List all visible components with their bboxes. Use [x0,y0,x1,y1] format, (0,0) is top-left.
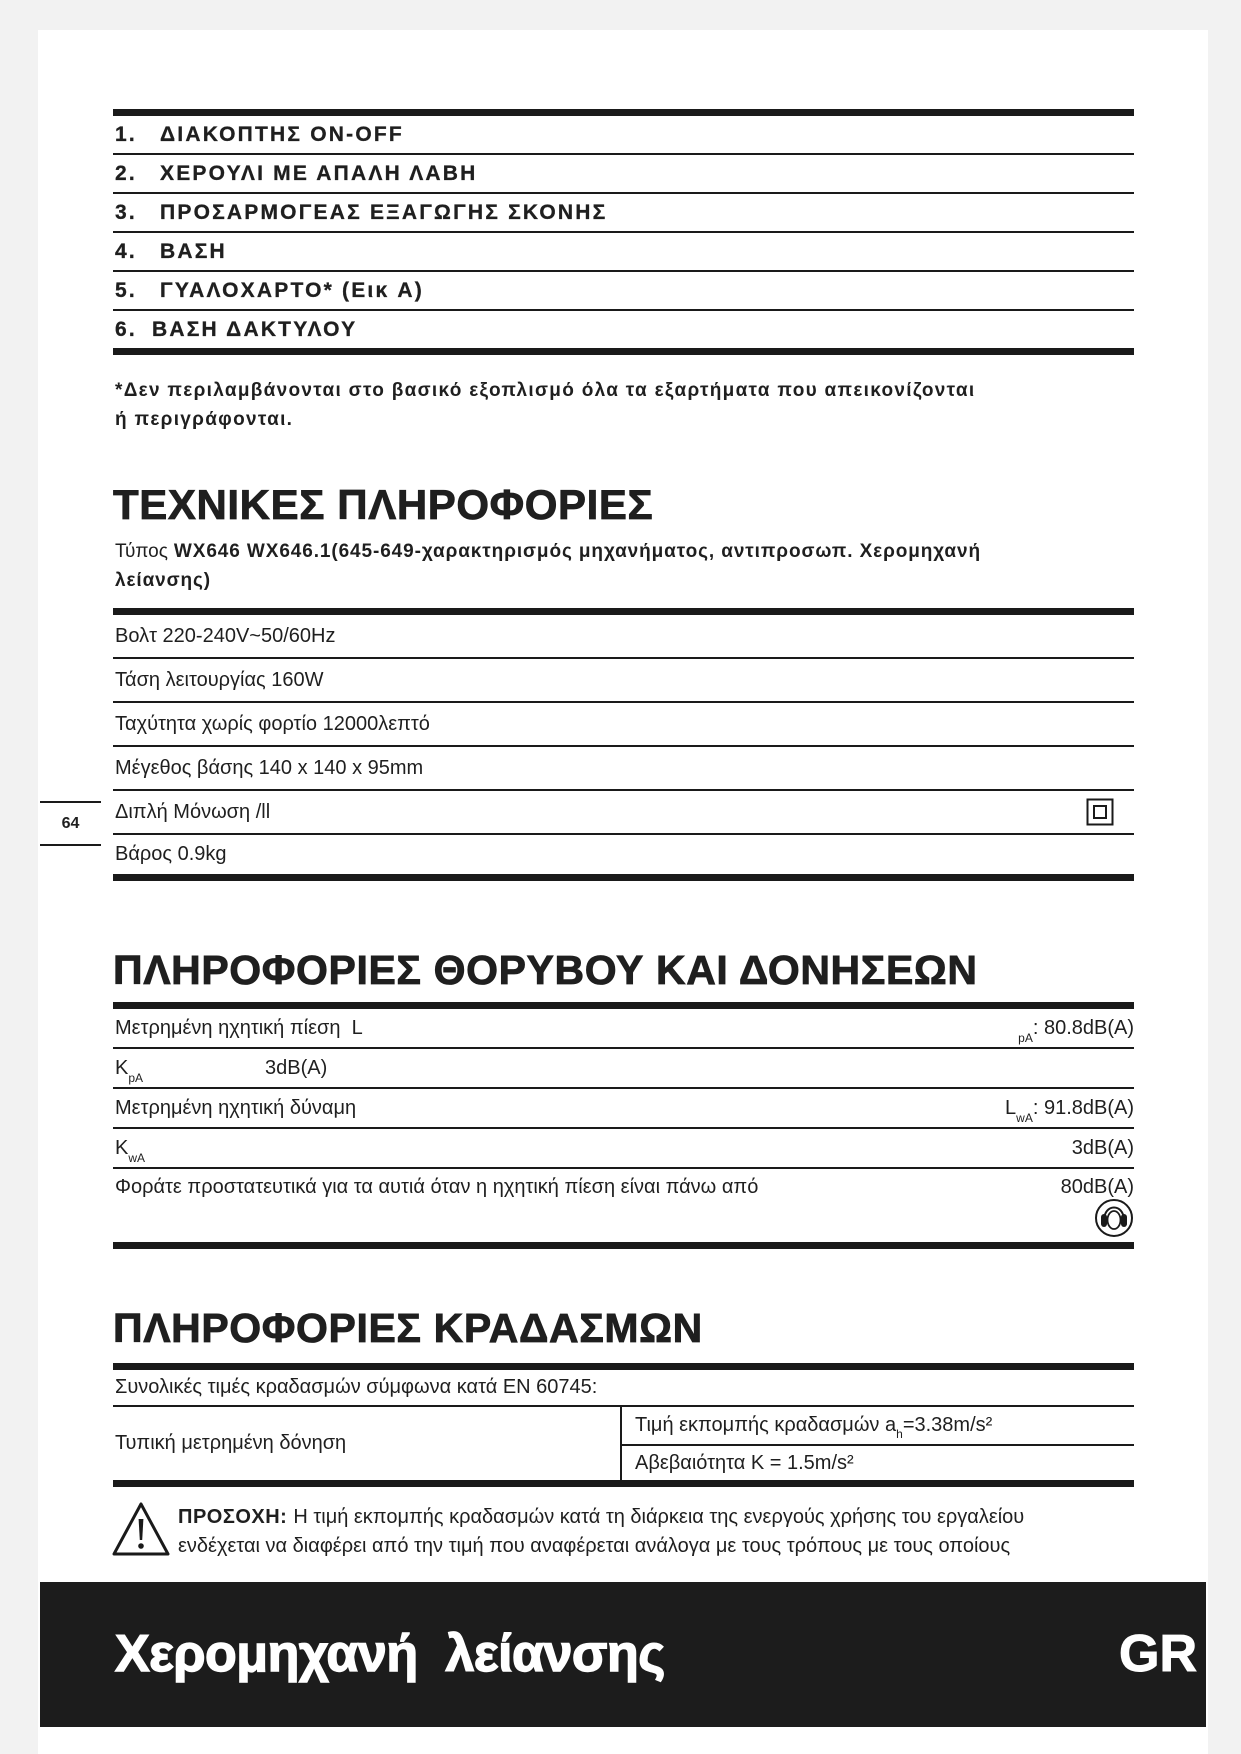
footnote-line: *Δεν περιλαμβάνονται στο βασικό εξοπλισμό όλα τα εξαρτήματα που απεικονίζονται [115,380,976,401]
parts-list-item [113,233,1134,272]
noise-row-sound-pressure [113,1009,1134,1049]
noise-info-heading: ΠΛΗΡΟΦΟΡΙΕΣ ΘΟΡΥΒΟΥ ΚΑΙ ΔΟΝΗΣΕΩΝ [113,947,978,993]
parts-list-item [113,272,1134,311]
warning-label: ΠΡΟΣΟΧΗ: [178,1506,288,1528]
vibration-values-cell [622,1407,1134,1480]
model-type-line [115,537,1134,566]
model-type-label: Τύπος [115,541,168,562]
pressure-uncertainty-symbol: K [115,1056,129,1079]
vibration-measured-cell [113,1407,622,1480]
noise-row-ear-protection [113,1169,1134,1249]
vibration-intro: Συνολικές τιμές κραδασμών σύμφωνα κατά EN 60745: [115,1376,598,1398]
sound-pressure-value: : 80.8dB(A) [1032,1016,1134,1039]
parts-item-label: ΔΙΑΚΟΠΤΗΣ ON-OFF [160,122,404,146]
vibration-emission-label: Τιμή εκπομπής κραδασμών a [635,1414,897,1436]
vibration-table [113,1363,1134,1487]
parts-item-number: 4. [115,239,137,263]
vibration-emission-subscript: h [896,1426,903,1441]
vibration-measured-label: Τυπική μετρημένη δόνηση [115,1432,347,1454]
parts-list-item [113,311,1134,355]
technical-spec-table [113,608,1134,881]
parts-item-label: ΧΕΡΟΥΛΙ ΜΕ ΑΠΑΛΗ ΛΑΒΗ [160,161,478,185]
parts-item-number: 6. [115,317,137,341]
parts-list-item [113,155,1134,194]
vibration-emission-cell [622,1407,1134,1446]
sound-pressure-label: Μετρημένη ηχητική πίεση L [115,1016,363,1039]
parts-item-number: 3. [115,200,137,224]
spec-text: Διπλή Μόνωση /ll [115,800,271,823]
parts-list-item [113,116,1134,155]
spec-text: Ταχύτητα χωρίς φορτίο 12000λεπτό [115,712,430,735]
sound-power-subscript: wA [1016,1110,1033,1125]
warning-line [178,1503,1134,1532]
technical-info-heading: ΤΕΧΝΙΚΕΣ ΠΛΗΡΟΦΟΡΙΕΣ [113,481,654,528]
power-uncertainty-subscript: wA [128,1150,146,1165]
footer-language-code: GR [1119,1625,1197,1683]
warning-note [178,1503,1134,1561]
noise-row-power-uncertainty [113,1129,1134,1169]
warning-line: ενδέχεται να διαφέρει από την τιμή που αναφέρεται ανάλογα με τους τρόπους με τους οποίους [178,1535,1011,1557]
vibration-uncertainty: Αβεβαιότητα K = 1.5m/s² [635,1451,854,1474]
parts-item-number: 1. [115,122,137,146]
model-type-value: λείανσης) [115,570,212,591]
spec-row-no-load-speed [113,703,1134,747]
noise-row-sound-power [113,1089,1134,1129]
vibration-info-heading: ΠΛΗΡΟΦΟΡΙΕΣ ΚΡΑΔΑΣΜΩΝ [113,1305,703,1351]
spec-row-power [113,659,1134,703]
parts-item-number: 2. [115,161,137,185]
sound-pressure-value-group [1018,1016,1134,1045]
spec-row-base-size [113,747,1134,791]
sound-power-value-group [1005,1096,1134,1125]
power-uncertainty-value: 3dB(A) [1071,1136,1134,1159]
spec-text: Βάρος 0.9kg [115,843,227,865]
warning-text: Η τιμή εκπομπής κραδασμών κατά τη διάρκεια της ενεργούς χρήσης του εργαλείου [293,1506,1025,1528]
page-number [40,801,101,846]
double-insulation-icon [1086,798,1114,826]
pressure-uncertainty-value: 3dB(A) [265,1056,328,1079]
spec-row-weight [113,835,1134,881]
parts-list [113,109,1134,355]
warning-triangle-icon [111,1500,171,1558]
footnote-line: ή περιγράφονται. [115,409,294,430]
parts-item-label: ΠΡΟΣΑΡΜΟΓΕΑΣ ΕΞΑΓΩΓΗΣ ΣΚΟΝΗΣ [160,200,608,224]
parts-item-label: ΒΑΣΗ [160,239,227,263]
sound-pressure-subscript: pA [1018,1030,1033,1045]
spec-text: Τάση λειτουργίας 160W [115,668,324,691]
sound-power-label: Μετρημένη ηχητική δύναμη [115,1096,357,1119]
parts-item-label: ΓΥΑΛΟΧΑΡΤΟ* (Εικ A) [160,278,424,302]
ear-protection-icon [1094,1198,1134,1238]
vibration-values-row [113,1407,1134,1487]
model-type-value: WX646 WX646.1(645-649-χαρακτηρισμός μηχανήματος, αντιπροσωπ. Χερομηχανή [173,541,981,562]
spec-text: Βολτ 220-240V~50/60Hz [115,624,336,647]
noise-table [113,1002,1134,1249]
power-uncertainty-symbol: K [115,1136,129,1159]
page-number-text: 64 [61,814,80,832]
vibration-intro-row [113,1370,1134,1407]
spec-row-double-insulation [113,791,1134,835]
sound-power-symbol: L [1005,1096,1017,1119]
ear-protection-line [115,1175,1134,1199]
parts-item-number: 5. [115,278,137,302]
vibration-uncertainty-cell [622,1446,1134,1480]
footer-product-title: Χερομηχανή λείανσης [115,1625,665,1683]
footer-bar [40,1582,1206,1727]
spec-text: Μέγεθος βάσης 140 x 140 x 95mm [115,756,424,779]
model-type-line [115,566,1134,595]
pressure-uncertainty-subscript: pA [128,1070,144,1085]
spec-row-voltage [113,615,1134,659]
model-type [115,537,1134,595]
sound-power-value: : 91.8dB(A) [1032,1096,1134,1119]
ear-protection-value: 80dB(A) [1060,1176,1134,1198]
power-uncertainty-symbol-group [115,1136,146,1165]
ear-protection-label: Φοράτε προστατευτικά για τα αυτιά όταν η ηχητική πίεση είναι πάνω από [115,1176,759,1198]
parts-item-label: ΒΑΣΗ ΔΑΚΤΥΛΟΥ [152,317,358,341]
vibration-emission-value: =3.38m/s² [902,1414,993,1436]
pressure-uncertainty-symbol-group [115,1056,265,1085]
accessories-footnote [115,376,1134,434]
parts-list-item [113,194,1134,233]
noise-row-pressure-uncertainty [113,1049,1134,1089]
